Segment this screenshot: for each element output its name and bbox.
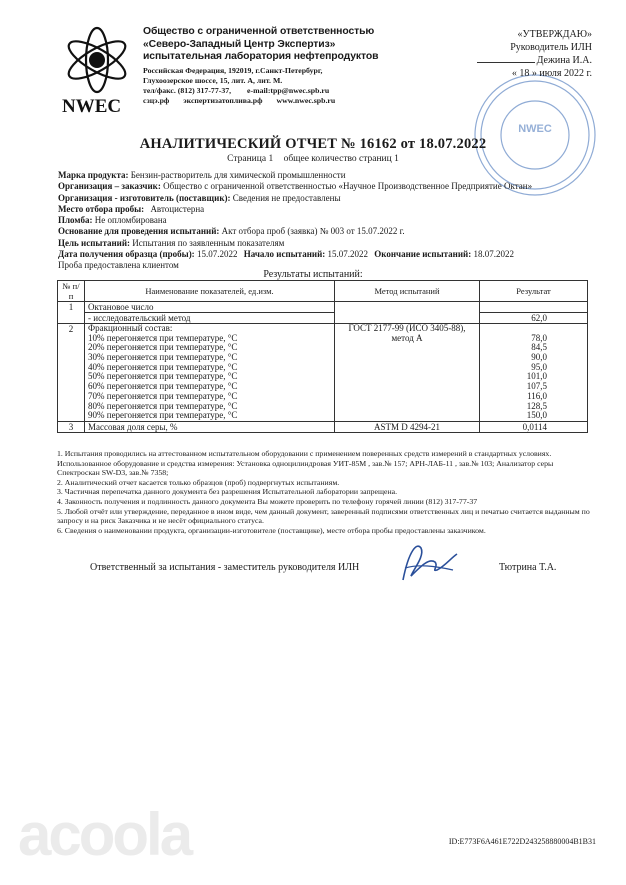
fraction-label: 10% перегоняется при температуре, °С [88,332,238,343]
page-total: общее количество страниц 1 [283,154,399,164]
row1-name: Октановое число [85,302,335,313]
note: 4. Законность получения и подлинность данного документа Вы можете проверить по телефону горячей линии (812) 317-77-37 [57,496,478,506]
basis-label: Основание для проведения испытаний: [58,226,220,237]
row3-result: 0,0114 [480,421,588,432]
results-table [57,280,588,433]
fraction-value: 107,5 [526,381,547,392]
fraction-label: 30% перегоняется при температуре, °С [88,352,238,363]
row2-number: 2 [58,324,85,422]
note: 2. Аналитический отчет касается только образцов (проб) подвергнутых испытаниям. [57,477,340,487]
col-name: Наименование показателей, ед.изм. [85,281,335,302]
date-recv: 15.07.2022 [196,249,238,260]
date-end-label: Окончание испытаний: [374,249,472,260]
org-header [143,26,383,107]
fraction-value: 128,5 [526,400,547,411]
fraction-label: 90% перегоняется при температуре, °С [88,410,238,421]
approval-role: Руководитель ИЛН [510,42,592,53]
approval-title: «УТВЕРЖДАЮ» [517,29,592,40]
product-label: Марка продукта: [58,170,129,180]
row1-number: 1 [58,302,85,324]
table-header [58,281,588,302]
customer-label: Организация – заказчик: [58,181,161,192]
report-title: АНАЛИТИЧЕСКИЙ ОТЧЕТ № 16162 от 18.07.2022 [139,136,487,152]
col-number: № п/п [58,281,85,302]
notes [57,449,597,535]
sample-info [58,170,598,272]
svg-text:NWEC: NWEC [518,123,552,135]
sites-line [143,96,383,106]
fraction-value: 84,5 [531,342,547,353]
product-value: Бензин-растворитель для химической промышленности [130,170,346,180]
approval-signature-line [477,62,535,63]
fraction-label: 70% перегоняется при температуре, °С [88,390,238,401]
row1-result: 62,0 [480,313,588,324]
org-line-2: «Северо-Западный Центр Экспертиз» [143,38,336,50]
address-line-1: Российская Федерация, 192019, г.Санкт-Петербург, [143,65,323,75]
fraction-label: 80% перегоняется при температуре, °С [88,400,238,411]
signature [395,540,465,586]
table-row [58,302,588,313]
note: Использованное оборудование и средства измерения: Установка одноцилиндровая УИТ-85М , зав.№ 157; АРН-ЛАБ-11 , зав.№ 103; Анализатор серы Спектроскан SW-D3, зав.№ 7358; [57,458,554,478]
maker-label: Организация - изготовитель (поставщик): [58,192,231,203]
note: 5. Любой отчёт или утверждение, переданное в ином виде, чем данный документ, заверенный подписями ответственных лиц и печатью считается выданным по запросу и на риск Заказчика и не несёт официального статуса. [57,506,590,526]
watermark: acoola [18,801,191,868]
address-line-2: Глухоозерское шоссе, 15, лит. А, лит. М. [143,75,283,85]
table-row [58,421,588,432]
fraction-value: 90,0 [531,352,547,363]
approval-date: « 18 » июля 2022 г. [511,68,592,79]
fraction-label: 20% перегоняется при температуре, °С [88,342,238,353]
row3-name: Массовая доля серы, % [85,421,335,432]
results-title: Результаты испытаний: [263,269,363,280]
company-logo [60,26,134,118]
org-line-3: испытательная лаборатория нефтепродуктов [143,51,379,62]
site-2: экспертизатоплива.рф [183,96,263,106]
phone: (812) 317-77-37, [177,86,232,96]
page-info [0,154,626,164]
responsible-label: Ответственный за испытания - заместитель руководителя ИЛН [90,562,360,573]
date-start-label: Начало испытаний: [243,249,326,260]
phone-label: тел/факс. [143,86,176,96]
table-row [58,324,588,422]
row2-method: ГОСТ 2177-99 (ИСО 3405-88), метод А [335,324,480,422]
note: 1. Испытания проводились на аттестованном испытательном оборудовании с применением поверенных средств измерений в стандартных условиях. [57,449,552,458]
approval-block [477,28,592,80]
goal-value: Испытания по заявленным показателям [132,237,285,248]
logo-text: NWEC [62,96,122,117]
place-value: Автоцистерна [150,203,205,214]
col-result: Результат [480,281,588,302]
fraction-value: 101,0 [526,371,547,382]
row1-sub: - исследовательский метод [85,313,335,324]
fraction-label: 60% перегоняется при температуре, °С [88,381,238,392]
page-number: Страница 1 [227,154,274,164]
fraction-label: 50% перегоняется при температуре, °С [88,371,238,382]
note: 3. Частичная перепечатка данного документа без разрешения Испытательной лаборатории запрещена. [57,487,398,497]
col-method: Метод испытаний [335,281,480,302]
seal-label: Пломба: [58,215,93,226]
document-id: ID:E773F6A461E722D243258880004B1B31 [448,837,596,846]
note: 6. Сведения о наименовании продукта, организации-изготовителе (поставщике), месте отбора пробы предоставлены заказчиком. [57,525,486,535]
email: e-mail:tpp@nwec.spb.ru [247,86,330,96]
date-start: 15.07.2022 [327,249,369,260]
seal-value: Не опломбирована [94,215,167,226]
approval-name: Дежина И.А. [536,55,592,66]
org-line-1: Общество с ограниченной ответственностью [143,26,375,37]
fraction-label: 40% перегоняется при температуре, °С [88,361,238,372]
site-1: сзцэ.рф [143,96,170,106]
site-3: www.nwec.spb.ru [276,96,336,106]
sample-note: Проба предоставлена клиентом [58,260,179,271]
fraction-value: 150,0 [526,410,547,421]
table-row [58,313,588,324]
date-recv-label: Дата получения образца (пробы): [58,249,195,260]
fraction-value: 116,0 [527,390,547,401]
row3-method: ASTM D 4294-21 [335,421,480,432]
date-end: 18.07.2022 [473,249,514,260]
fraction-value: 95,0 [531,361,547,372]
row3-number: 3 [58,421,85,432]
customer-value: Общество с ограниченной ответственностью «Научное Производственное Предприятие Октан» [163,181,533,192]
goal-label: Цель испытаний: [58,237,131,248]
place-label: Место отбора пробы: [58,203,145,214]
fraction-value: 78,0 [531,332,547,343]
responsible-name: Тютрина Т.А. [499,562,557,573]
maker-value: Сведения не предоставлены [232,192,341,203]
row2-name: Фракционный состав: [88,323,173,333]
basis-value: Акт отбора проб (заявка) № 003 от 15.07.2022 г. [221,226,405,237]
phone-line [143,86,383,96]
